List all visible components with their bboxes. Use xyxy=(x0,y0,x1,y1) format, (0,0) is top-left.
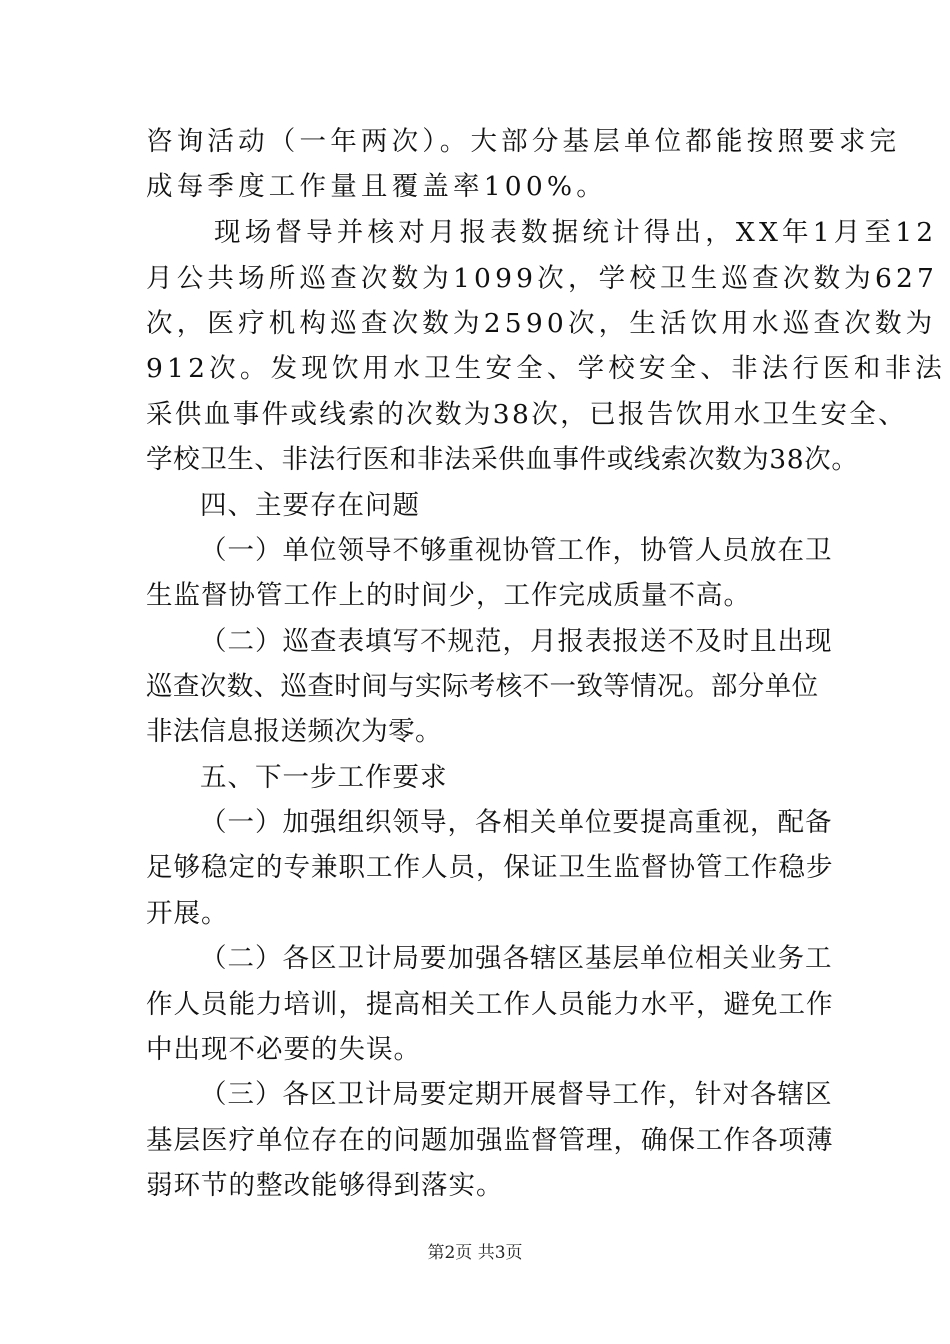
paragraph-line: 咨询活动（一年两次）。大部分基层单位都能按照要求完 xyxy=(146,126,901,157)
paragraph-line: 弱环节的整改能够得到落实。 xyxy=(146,1170,504,1201)
paragraph-line: 作人员能力培训，提高相关工作人员能力水平，避免工作 xyxy=(146,989,834,1020)
section-heading: 四、主要存在问题 xyxy=(200,490,420,521)
paragraph-line: （三）各区卫计局要定期开展督导工作，针对各辖区 xyxy=(200,1079,833,1110)
paragraph-line: （二）各区卫计局要加强各辖区基层单位相关业务工 xyxy=(200,943,833,974)
paragraph-line: 生监督协管工作上的时间少，工作完成质量不高。 xyxy=(146,580,751,611)
paragraph-line: 开展。 xyxy=(146,898,229,929)
paragraph-line: （二）巡查表填写不规范，月报表报送不及时且出现 xyxy=(200,626,833,657)
paragraph-line: 次，医疗机构巡查次数为2590次，生活饮用水巡查次数为 xyxy=(146,308,937,339)
paragraph-line: 月公共场所巡查次数为1099次，学校卫生巡查次数为627 xyxy=(146,263,939,294)
paragraph-line: 现场督导并核对月报表数据统计得出，XX年1月至12 xyxy=(214,217,938,248)
paragraph-line: 足够稳定的专兼职工作人员，保证卫生监督协管工作稳步 xyxy=(146,852,834,883)
page-number-footer: 第2页 共3页 xyxy=(427,1243,523,1263)
paragraph-line: 基层医疗单位存在的问题加强监督管理，确保工作各项薄 xyxy=(146,1125,834,1156)
paragraph-line: 912次。发现饮用水卫生安全、学校安全、非法行医和非法 xyxy=(146,353,946,384)
paragraph-line: 采供血事件或线索的次数为38次，已报告饮用水卫生安全、 xyxy=(146,399,908,430)
paragraph-line: （一）加强组织领导，各相关单位要提高重视，配备 xyxy=(200,807,833,838)
paragraph-line: 巡查次数、巡查时间与实际考核不一致等情况。部分单位 xyxy=(146,671,819,702)
section-heading: 五、下一步工作要求 xyxy=(200,762,448,793)
paragraph-line: 学校卫生、非法行医和非法采供血事件或线索次数为38次。 xyxy=(146,444,859,475)
paragraph-line: （一）单位领导不够重视协管工作，协管人员放在卫 xyxy=(200,535,833,566)
paragraph-line: 成每季度工作量且覆盖率100%。 xyxy=(146,171,607,202)
paragraph-line: 中出现不必要的失误。 xyxy=(146,1034,421,1065)
paragraph-line: 非法信息报送频次为零。 xyxy=(146,716,442,747)
